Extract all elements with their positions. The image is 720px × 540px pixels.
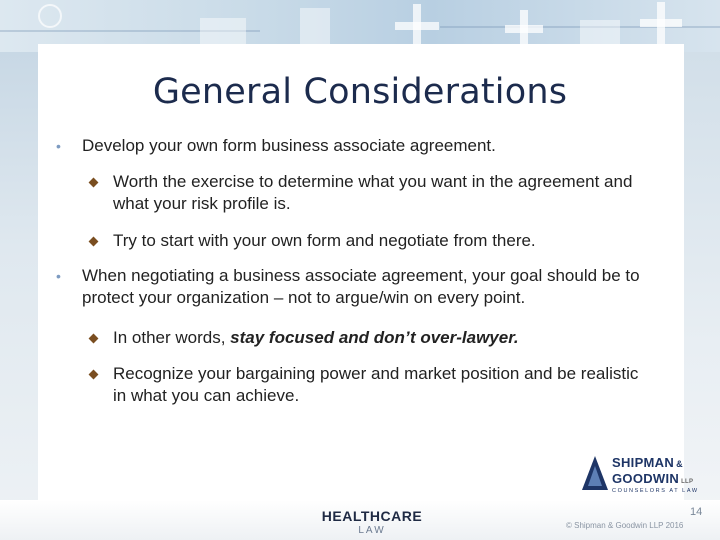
- cross-decoration: [505, 10, 543, 48]
- firm-name-line2: [612, 471, 693, 486]
- sub-bullet-line: Recognize your bargaining power and market position and be realistic: [113, 364, 639, 383]
- firm-tagline: COUNSELORS AT LAW: [612, 488, 699, 494]
- healthcare-law-logo: [316, 508, 428, 536]
- sub-bullet-item: [113, 327, 519, 349]
- healthcare-logo-sub: LAW: [358, 525, 386, 536]
- shipman-goodwin-logo: [582, 452, 712, 500]
- slide-title: General Considerations: [152, 72, 568, 112]
- bullet-item: [56, 135, 496, 157]
- sub-bullet-line: what your risk profile is.: [113, 194, 291, 213]
- firm-name-ampersand: &: [676, 459, 683, 469]
- page-number: 14: [690, 506, 703, 518]
- sub-bullet-item: [113, 363, 638, 407]
- emphasized-text: stay focused and don’t over-lawyer.: [230, 328, 519, 347]
- circle-decoration: [38, 4, 62, 28]
- bullet-dot-icon: •: [56, 268, 61, 284]
- cross-decoration: [640, 2, 682, 44]
- bullet-line: protect your organization – not to argue/win on every point.: [82, 288, 526, 307]
- copyright-notice: © Shipman & Goodwin LLP 2016: [566, 521, 684, 530]
- sub-bullet-item: [113, 230, 536, 252]
- sub-bullet-line: Worth the exercise to determine what you want in the agreement and: [113, 172, 633, 191]
- sub-bullet-line: in what you can achieve.: [113, 386, 300, 405]
- healthcare-logo-main: HEALTHCARE: [321, 508, 423, 524]
- sub-bullet-text: In other words,: [113, 328, 231, 347]
- bullet-text: Develop your own form business associate agreement.: [82, 136, 496, 155]
- firm-name-line1: [612, 455, 683, 470]
- sub-bullet-item: [113, 171, 632, 215]
- sub-bullet-line: Try to start with your own form and negotiate from there.: [113, 231, 536, 250]
- firm-name-goodwin: GOODWIN: [612, 471, 680, 486]
- bullet-item: [56, 265, 640, 309]
- firm-mountain-icon: [582, 456, 608, 490]
- left-decorative-strip: [0, 52, 38, 540]
- cross-decoration: [395, 4, 439, 48]
- firm-name-llp: LLP: [681, 479, 694, 485]
- bullet-line: When negotiating a business associate agreement, your goal should be to: [82, 266, 640, 285]
- bullet-dot-icon: •: [56, 138, 61, 154]
- block-decoration: [300, 8, 330, 48]
- firm-name-shipman: SHIPMAN: [612, 455, 675, 470]
